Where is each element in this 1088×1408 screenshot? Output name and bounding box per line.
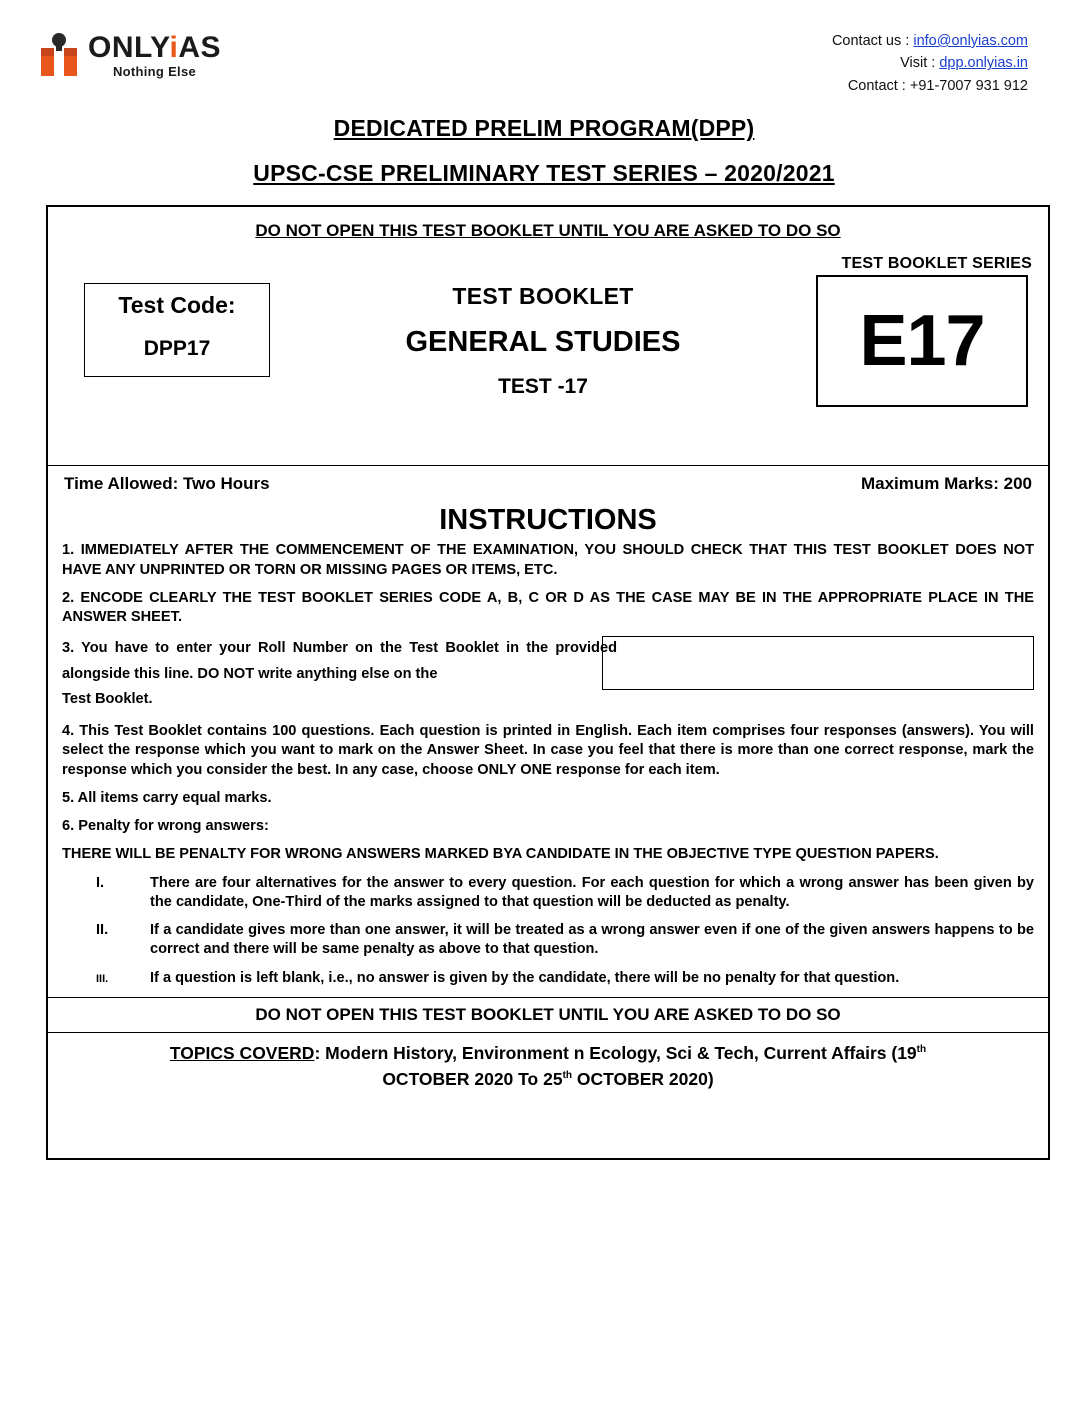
topics-line1: : Modern History, Environment n Ecology, Sci & Tech, Current Affairs (19 xyxy=(314,1042,917,1063)
sub-item-text-2: If a candidate gives more than one answer, it will be treated as a wrong answer even if one of the given answers happens to be correct and there will be same penalty as above to that question. xyxy=(150,922,1034,958)
list-item xyxy=(62,969,1034,988)
instruction-4: 4. This Test Booklet contains 100 questions. Each question is printed in English. Each item comprises four responses (answers). You will select the response which you want to mark on the Answer Sheet. In case you feel that there is more than one correct response, mark the response which you consider the best. In any case, choose ONLY ONE response for each item. xyxy=(62,723,1034,778)
website-link[interactable]: dpp.onlyias.in xyxy=(939,55,1028,72)
warning-bottom: DO NOT OPEN THIS TEST BOOKLET UNTIL YOU ARE ASKED TO DO SO xyxy=(48,997,1048,1032)
sub-item-text-1: There are four alternatives for the answer to every question. For each question for which a wrong answer has been given by the candidate, One-Third of the marks assigned to that question will be deducted as penalty. xyxy=(150,874,1034,910)
penalty-sub-list xyxy=(62,874,1034,988)
series-code-box xyxy=(816,275,1028,407)
logo-main-text: ONLYiAS xyxy=(88,30,222,64)
visit-label: Visit : xyxy=(900,55,940,72)
topics-covered xyxy=(48,1032,1048,1103)
sub-item-text-3: If a question is left blank, i.e., no answer is given by the candidate, there will be no penalty for that question. xyxy=(150,969,900,986)
instructions-heading: INSTRUCTIONS xyxy=(439,504,657,537)
bottom-spacer xyxy=(48,1102,1048,1158)
logo-wordmark xyxy=(88,30,222,79)
logo-tagline: Nothing Else xyxy=(112,63,197,79)
instruction-1: 1. IMMEDIATELY AFTER THE COMMENCEMENT OF THE EXAMINATION, YOU SHOULD CHECK THAT THIS TEST BOOKLET DOES NOT HAVE ANY UNPRINTED OR TORN OR MISSING PAGES OR ITEMS, ETC. xyxy=(62,542,1034,578)
subject-heading: GENERAL STUDIES xyxy=(405,326,681,359)
maximum-marks: Maximum Marks: 200 xyxy=(860,474,1032,494)
instructions-body xyxy=(48,541,1048,987)
instruction-6: 6. Penalty for wrong answers: xyxy=(62,818,269,834)
test-number: TEST -17 xyxy=(498,375,588,399)
topics-sup-1: th xyxy=(916,1043,927,1055)
instruction-3-text xyxy=(62,636,617,713)
instruction-5: 5. All items carry equal marks. xyxy=(62,789,272,806)
onlyias-logo xyxy=(36,30,221,80)
time-marks-row xyxy=(48,465,1048,502)
program-title: DEDICATED PRELIM PROGRAM(DPP) xyxy=(333,115,755,142)
test-code-value: DPP17 xyxy=(143,337,211,361)
logo-mark-icon xyxy=(36,30,82,80)
sub-item-marker-1: I. xyxy=(96,874,105,891)
instruction-2: 2. ENCODE CLEARLY THE TEST BOOKLET SERIES CODE A, B, C OR D AS THE CASE MAY BE IN THE APPROPRIATE PLACE IN THE ANSWER SHEET. xyxy=(62,589,1034,626)
contact-email-line xyxy=(832,30,1028,52)
instruction-3-tail: Test Booklet. xyxy=(62,691,153,708)
test-booklet-series-label: TEST BOOKLET SERIES xyxy=(841,255,1032,273)
test-series-title: UPSC-CSE PRELIMINARY TEST SERIES – 2020/2021 xyxy=(253,160,835,187)
sub-item-marker-2: II. xyxy=(96,922,109,938)
penalty-statement: THERE WILL BE PENALTY FOR WRONG ANSWERS MARKED BYA CANDIDATE IN THE OBJECTIVE TYPE QUESTION PAPERS. xyxy=(62,846,939,863)
booklet-center-titles xyxy=(270,283,816,399)
test-booklet-heading: TEST BOOKLET xyxy=(452,283,634,310)
topics-line2-b: OCTOBER 2020) xyxy=(572,1069,714,1089)
topics-line2-a: OCTOBER 2020 To 25 xyxy=(382,1069,563,1089)
list-item xyxy=(62,874,1034,913)
booklet-container xyxy=(46,205,1050,1160)
test-code-box xyxy=(84,283,270,377)
roll-number-field[interactable] xyxy=(602,636,1034,690)
time-allowed: Time Allowed: Two Hours xyxy=(64,474,270,494)
list-item xyxy=(62,921,1034,960)
topics-sup-2: th xyxy=(562,1070,573,1082)
contact-block xyxy=(832,30,1028,97)
booklet-identity-row xyxy=(48,273,1048,465)
topics-line2 xyxy=(62,1066,1034,1092)
instruction-3-main: 3. You have to enter your Roll Number on the Test Booklet in the provided alongside this line. DO NOT write anything else on the xyxy=(62,640,617,682)
series-code-value: E17 xyxy=(859,301,985,382)
warning-top: DO NOT OPEN THIS TEST BOOKLET UNTIL YOU ARE ASKED TO DO SO xyxy=(255,221,841,241)
page-header xyxy=(0,0,1088,97)
contact-phone: Contact : +91-7007 931 912 xyxy=(847,77,1028,94)
email-link[interactable]: info@onlyias.com xyxy=(913,33,1028,49)
topics-label: TOPICS COVERD xyxy=(169,1042,315,1063)
instruction-3-wrap xyxy=(62,636,1034,713)
sub-item-marker-3: III. xyxy=(96,972,109,985)
visit-line xyxy=(832,52,1028,74)
test-code-label: Test Code: xyxy=(118,292,236,319)
contact-us-label: Contact us : xyxy=(831,33,914,49)
